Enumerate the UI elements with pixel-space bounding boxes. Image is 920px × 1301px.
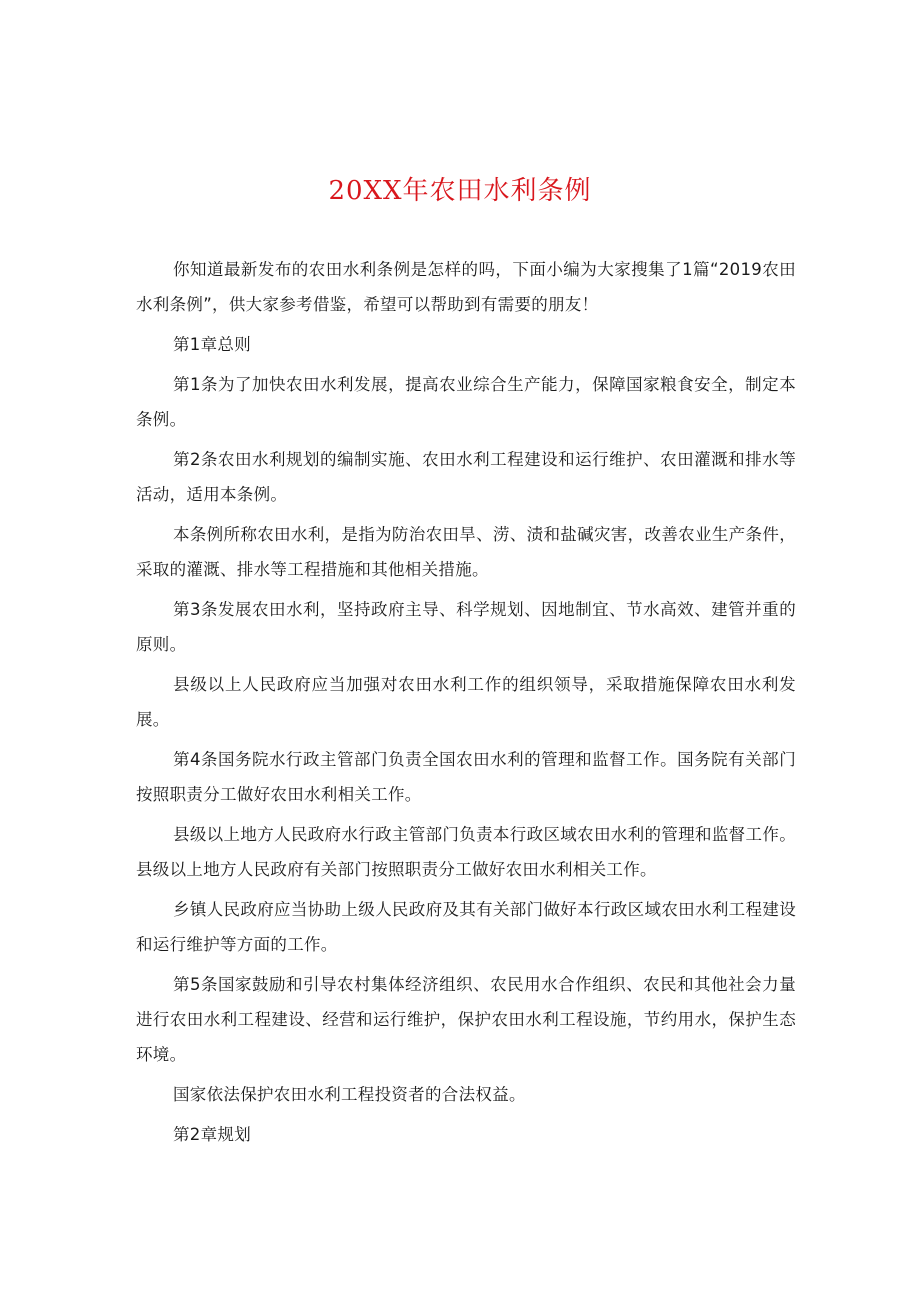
document-body: [136, 252, 796, 1157]
article-3-continued-paragraph: 县级以上人民政府应当加强对农田水利工作的组织领导，采取措施保障农田水利发展。: [136, 675, 796, 729]
chapter-1-heading: 第1章总则: [173, 335, 251, 354]
chapter-2-heading: 第2章规划: [173, 1125, 251, 1144]
article-4-paragraph: 第4条国务院水行政主管部门负责全国农田水利的管理和监督工作。国务院有关部门按照职责分工做好农田水利相关工作。: [136, 750, 796, 804]
article-5-paragraph: 第5条国家鼓励和引导农村集体经济组织、农民用水合作组织、农民和其他社会力量进行农田水利工程建设、经营和运行维护，保护农田水利工程设施，节约用水，保护生态环境。: [136, 975, 796, 1064]
document-title: 20XX年农田水利条例: [328, 176, 592, 206]
intro-paragraph: 你知道最新发布的农田水利条例是怎样的吗，下面小编为大家搜集了1篇“2019农田水利条例”，供大家参考借鉴，希望可以帮助到有需要的朋友！: [136, 260, 796, 314]
article-4-township-paragraph: 乡镇人民政府应当协助上级人民政府及其有关部门做好本行政区域农田水利工程建设和运行维护等方面的工作。: [136, 900, 796, 954]
article-5-continued-paragraph: 国家依法保护农田水利工程投资者的合法权益。: [173, 1085, 526, 1104]
article-3-paragraph: 第3条发展农田水利，坚持政府主导、科学规划、因地制宜、节水高效、建管并重的原则。: [136, 600, 796, 654]
article-4-local-paragraph: 县级以上地方人民政府水行政主管部门负责本行政区域农田水利的管理和监督工作。县级以上地方人民政府有关部门按照职责分工做好农田水利相关工作。: [136, 825, 796, 879]
article-2-paragraph: 第2条农田水利规划的编制实施、农田水利工程建设和运行维护、农田灌溉和排水等活动，适用本条例。: [136, 450, 796, 504]
definition-paragraph: 本条例所称农田水利，是指为防治农田旱、涝、渍和盐碱灾害，改善农业生产条件，采取的灌溉、排水等工程措施和其他相关措施。: [136, 525, 796, 579]
article-1-paragraph: 第1条为了加快农田水利发展，提高农业综合生产能力，保障国家粮食安全，制定本条例。: [136, 375, 796, 429]
